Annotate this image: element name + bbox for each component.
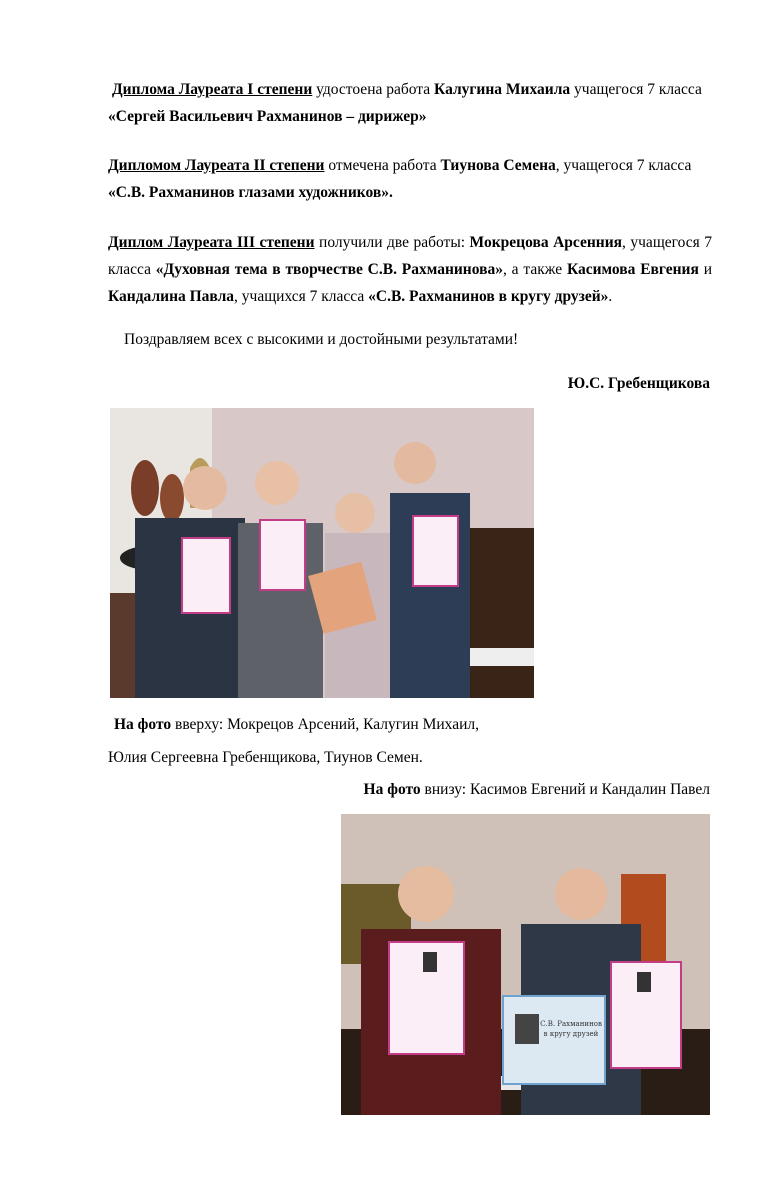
caption-text: вверху: Мокрецов Арсений, Калугин Михаил, [171, 716, 479, 733]
certificate-title-line2: в кругу друзей [543, 1030, 599, 1038]
paragraph-third-degree [108, 229, 712, 310]
caption-bold: На фото [363, 781, 421, 798]
award-text: , учащегося 7 класса [555, 157, 692, 174]
award-text: , учащегося [622, 234, 700, 251]
award-text: удостоена работа [312, 81, 435, 98]
award-second-degree: Дипломом Лауреата II степени [108, 157, 325, 174]
certificate-title-line1: С.В. Рахманинов [540, 1020, 602, 1028]
award-first-degree: Диплома Лауреата I степени [112, 81, 313, 98]
student-name: Касимова Евгения [566, 261, 699, 278]
student-name: Мокрецова Арсенния [469, 234, 623, 251]
photo-top-group [110, 408, 534, 698]
work-title: «Духовная тема в творчестве С.В. Рахманинова» [155, 261, 503, 278]
caption-text: внизу: Касимов Евгений и Кандалин Павел [420, 781, 710, 798]
award-text: 7 класса [108, 234, 712, 278]
award-text: , а также [502, 261, 567, 278]
award-text: , учащихся 7 класса [234, 288, 369, 305]
award-text: и [703, 261, 712, 278]
paragraph-first-degree [108, 80, 712, 127]
congratulations-text: Поздравляем всех с высокими и достойными результатами! [124, 331, 519, 348]
signature: Ю.С. Гребенщикова [567, 375, 710, 392]
photo-bottom-pair [341, 814, 710, 1115]
caption-bottom-photo [364, 781, 710, 799]
award-third-degree: Диплом Лауреата III степени [108, 234, 315, 251]
award-text: учащегося 7 класса [570, 81, 702, 98]
award-text: получили две работы: [314, 234, 470, 251]
award-text: отмечена работа [324, 157, 441, 174]
work-title: «С.В. Рахманинов глазами художников». [108, 184, 393, 201]
work-title: «Сергей Васильевич Рахманинов – дирижер» [108, 108, 427, 125]
student-name: Кандалина Павла [108, 288, 235, 305]
student-name: Тиунова Семена [440, 157, 556, 174]
caption-top-photo [114, 716, 479, 734]
caption-bold: На фото [114, 716, 172, 733]
student-name: Калугина Михаила [434, 81, 571, 98]
paragraph-second-degree [108, 156, 712, 203]
work-title: «С.В. Рахманинов в кругу друзей» [368, 288, 609, 305]
award-text: . [608, 288, 613, 305]
caption-top-photo-line2: Юлия Сергеевна Гребенщикова, Тиунов Семен. [108, 749, 423, 766]
